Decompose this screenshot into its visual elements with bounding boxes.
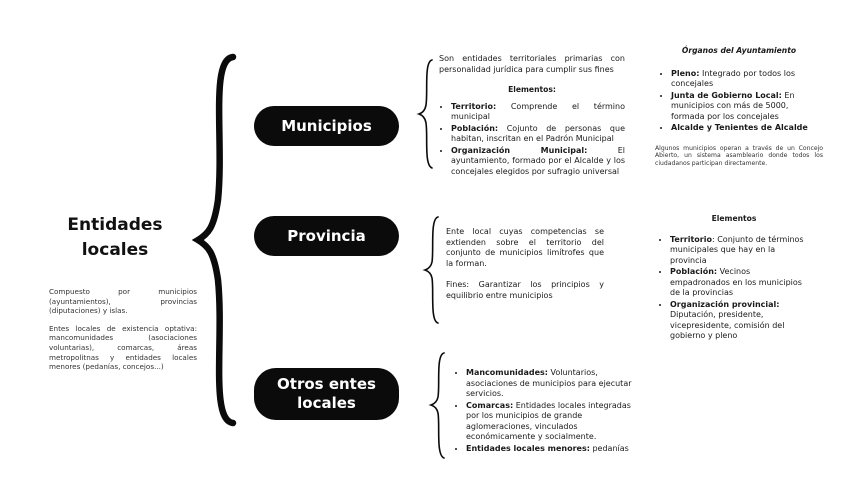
provincia-fines: Fines: Garantizar los principios y equilibrio entre municipios: [446, 280, 604, 300]
main-title: Entidades locales: [67, 215, 163, 260]
organos-ayuntamiento: [655, 46, 823, 135]
otros-details: [454, 368, 636, 455]
brace-otros: [431, 353, 444, 458]
municipios-details: [439, 54, 625, 178]
main-description-2: Entes locales de existencia optativa: mancomunidades (asociaciones voluntarias), comarcas, áreas metropolitnas y entidades locales menores (pedanías, concejos...): [49, 323, 197, 372]
provincia-elementos: [660, 214, 808, 343]
main-description-1: Compuesto por municipios (ayuntamientos), provincias (diputaciones) y islas.: [49, 287, 197, 316]
list-item: • Comarcas: Entidades locales integradas por los municipios de grande aglomeraciones, vinculados económicamente y socialmente.: [466, 401, 636, 443]
list-item: • Mancomunidades: Voluntarios, asociaciones de municipios para ejecutar servicios.: [466, 368, 636, 400]
list-item: • Pleno: Integrado por todos los concejales: [671, 69, 823, 90]
municipios-elementos-heading: Elementos:: [508, 85, 556, 94]
node-otros-entes: Otros entes locales: [254, 368, 399, 420]
list-item: • Población: Cojunto de personas que habitan, inscritan en el Padrón Municipal: [451, 124, 625, 145]
list-item: • Territorio: Conjunto de términos municipales que hay en la provincia: [670, 235, 808, 267]
municipios-intro: Son entidades territoriales primarias con personalidad jurídica para cumplir sus fines: [439, 54, 625, 74]
main-brace: [198, 57, 233, 423]
main-description: [49, 287, 197, 380]
brace-provincia: [425, 217, 438, 323]
list-item: • Alcalde y Tenientes de Alcalde: [671, 123, 823, 134]
provincia-details: [446, 227, 604, 312]
brace-municipios: [419, 60, 432, 168]
list-item: • Territorio: Comprende el término municipal: [451, 102, 625, 123]
list-item: • Junta de Gobierno Local: En municipios con más de 5000, formada por los concejales: [671, 91, 823, 123]
provincia-elementos-list: [660, 235, 808, 342]
otros-list: [454, 368, 636, 454]
list-item: • Organización provincial: Diputación, presidente, vicepresidente, comisión del gobierno y pleno: [670, 300, 808, 342]
list-item: • Población: Vecinos empadronados en los municipios de la provincias: [670, 267, 808, 299]
node-provincia: Provincia: [254, 216, 399, 256]
list-item: • Organización Municipal: El ayuntamiento, formado por el Alcalde y los concejales elegidos por sufragio universal: [451, 146, 625, 178]
concejo-abierto-note: Algunos municipios operan a través de un Concejo Abierto, un sistema asambleario donde todos los ciudadanos participan directamente.: [655, 145, 823, 167]
provincia-intro: Ente local cuyas competencias se extienden sobre el territorio del conjunto de municipios limítrofes que la forman.: [446, 227, 604, 268]
list-item: • Entidades locales menores: pedanías: [466, 444, 636, 455]
node-municipios: Municipios: [254, 106, 399, 146]
provincia-elementos-heading: Elementos: [711, 214, 757, 223]
organos-list: [655, 69, 823, 134]
organos-heading: Órganos del Ayuntamiento: [681, 46, 797, 55]
municipios-elementos-list: [439, 102, 625, 178]
